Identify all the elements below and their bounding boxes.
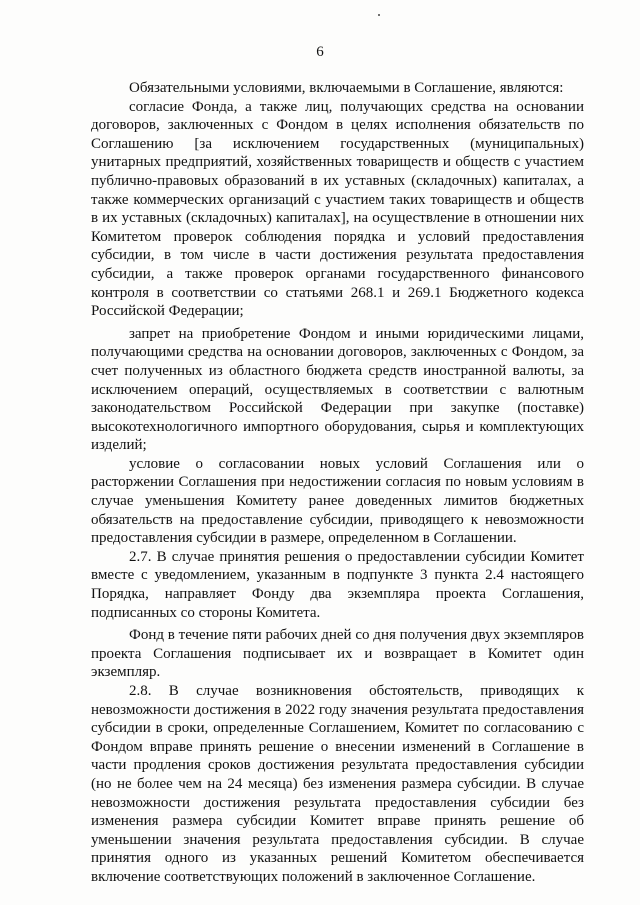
paragraph-fund-consent: согласие Фонда, а также лиц, получающих средства на основании договоров, заключенных с Фондом в целях исполнения обязательств по Соглашению [за исключением государственных (муниципальных) унитарных предприятий, хозяйственных товариществ и обществ с участием публично-правовых образований в их уставных (складочных) капиталах, а также коммерческих организаций с участием таких товариществ и обществ в их уставных (складочных) капиталах], на осуществление в отношении них Комитетом проверок соблюдения порядка и условий предоставления субсидии, в том числе в части достижения результата предоставления субсидии, а также проверок органами государственного финансового контроля в соответствии со статьями 268.1 и 269.1 Бюджетного кодекса Российской Федерации;: [91, 98, 584, 320]
paragraph-2-8: 2.8. В случае возникновения обстоятельств, приводящих к невозможности достижения в 2022 году значения результата предоставления субсидии в сроки, определенные Соглашением, Комитет по согласованию с Фондом вправе принять решение о внесении изменений в Соглашение в части продления сроков достижения результата предоставления субсидии (но не более чем на 24 месяца) без изменения размера субсидии. В случае невозможности достижения результата предоставления субсидии без изменения размера субсидии Комитет вправе принять решение об уменьшении значения результата предоставления субсидии. В случае принятия одного из указанных решений Комитетом обеспечивается включение соответствующих положений в заключенное Соглашение.: [91, 683, 584, 885]
scan-speck: [378, 14, 380, 16]
paragraph-fund-signing: Фонд в течение пяти рабочих дней со дня получения двух экземпляров проекта Соглашения подписывает их и возвращает в Комитет один экземпляр.: [91, 627, 584, 681]
paragraph-mandatory-conditions-intro: Обязательными условиями, включаемыми в Соглашение, являются:: [129, 80, 564, 96]
document-body: [91, 79, 584, 887]
page-number: 6: [316, 44, 324, 60]
paragraph-2-7: 2.7. В случае принятия решения о предоставлении субсидии Комитет вместе с уведомлением, указанным в подпункте 3 пункта 2.4 настоящего Порядка, направляет Фонду два экземпляра проекта Соглашения, подписанных со стороны Комитета.: [91, 548, 584, 621]
paragraph-currency-prohibition: запрет на приобретение Фондом и иными юридическими лицами, получающими средства на основании договоров, заключенных с Фондом, за счет полученных из областного бюджета средств иностранной валюты, за исключением операций, осуществляемых в соответствии с валютным законодательством Российской Федерации при закупке (поставке) высокотехнологичного импортного оборудования, сырья и комплектующих изделий;: [91, 325, 584, 454]
paragraph-agreement-termination-condition: условие о согласовании новых условий Соглашения или о расторжении Соглашения при недостижении согласия по новым условиям в случае уменьшения Комитету ранее доведенных лимитов бюджетных обязательств на предоставление субсидии, приводящего к невозможности предоставления субсидии в размере, определенном в Соглашении.: [91, 455, 584, 547]
